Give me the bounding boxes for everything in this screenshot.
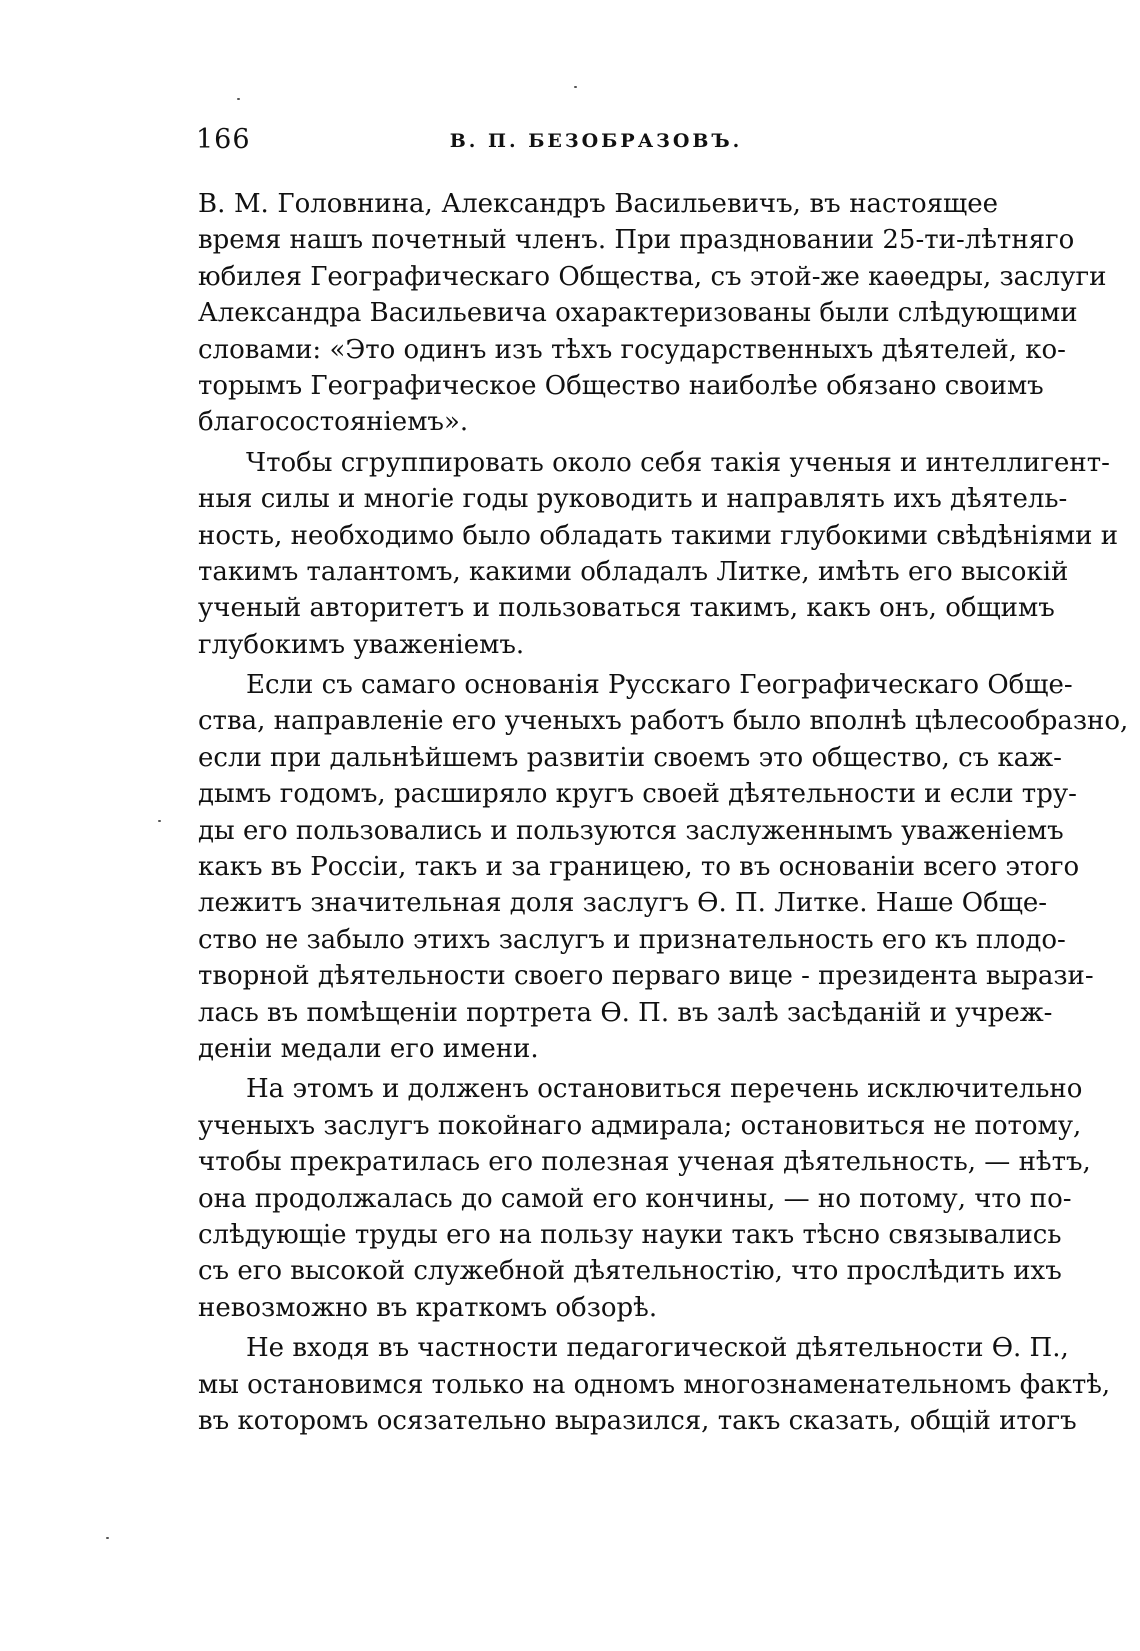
text-line: Если съ самаго основанія Русскаго Географическаго Обще-	[246, 670, 1073, 701]
scan-speck	[574, 86, 577, 88]
text-line: дымъ годомъ, расширяло кругъ своей дѣятельности и если тру-	[198, 779, 1077, 810]
text-line: Не входя въ частности педагогической дѣятельности Ѳ. П.,	[246, 1333, 1069, 1364]
scan-speck	[106, 1537, 109, 1539]
text-line: Чтобы сгруппировать около себя такія ученыя и интеллигент-	[246, 447, 1110, 478]
text-line: лась въ помѣщеніи портрета Ѳ. П. въ залѣ засѣданій и учреж-	[198, 997, 1053, 1028]
scan-speck	[158, 820, 161, 822]
text-line: словами: «Это одинъ изъ тѣхъ государственныхъ дѣятелей, ко-	[198, 334, 1066, 365]
text-line: чтобы прекратилась его полезная ученая дѣятельность, — нѣтъ,	[198, 1147, 1091, 1178]
text-line: благосостояніемъ».	[198, 407, 469, 438]
text-line: въ которомъ осязательно выразился, такъ сказать, общій итогъ	[198, 1405, 1077, 1436]
text-line: мы остановимся только на одномъ многознаменательномъ фактѣ,	[198, 1369, 1111, 1400]
text-line: торымъ Географическое Общество наиболѣе обязано своимъ	[198, 370, 1044, 401]
text-line: Александра Васильевича охарактеризованы были слѣдующими	[198, 298, 1078, 329]
text-line: такимъ талантомъ, какими обладалъ Литке, имѣть его высокій	[198, 556, 1069, 587]
text-line: ученыхъ заслугъ покойнаго адмирала; остановиться не потому,	[198, 1110, 1082, 1141]
text-line: съ его высокой служебной дѣятельностію, что прослѣдить ихъ	[198, 1256, 1062, 1287]
text-line: ды его пользовались и пользуются заслуженнымъ уваженіемъ	[198, 815, 1064, 846]
text-line: ства, направленіе его ученыхъ работъ было вполнѣ цѣлесообразно,	[198, 706, 1129, 737]
text-line: юбилея Географическаго Общества, съ этой-же каѳедры, заслуги	[198, 261, 1107, 292]
text-line: какъ въ Россіи, такъ и за границею, то въ основаніи всего этого	[198, 852, 1080, 883]
text-line: ство не забыло этихъ заслугъ и признательность его къ плодо-	[198, 924, 1066, 955]
text-line: творной дѣятельности своего перваго вице - президента вырази-	[198, 961, 1094, 992]
text-line: лежитъ значительная доля заслугъ Ѳ. П. Литке. Наше Обще-	[198, 888, 1048, 919]
text-line: она продолжалась до самой его кончины, — но потому, что по-	[198, 1183, 1072, 1214]
paragraph	[198, 186, 1107, 441]
paragraph	[198, 667, 1129, 1067]
text-line: невозможно въ краткомъ обзорѣ.	[198, 1292, 658, 1323]
text-line: время нашъ почетный членъ. При праздновании 25-ти-лѣтняго	[198, 225, 1075, 256]
text-line: слѣдующіе труды его на пользу науки такъ тѣсно связывались	[198, 1219, 1062, 1250]
scan-speck	[237, 98, 240, 100]
paragraph	[198, 1330, 1111, 1439]
text-line: ность, необходимо было обладать такими глубокими свѣдѣніями и	[198, 520, 1119, 551]
text-line: В. М. Головнина, Александръ Васильевичъ, въ настоящее	[198, 189, 998, 219]
paragraph	[198, 445, 1119, 663]
text-line: глубокимъ уваженіемъ.	[198, 629, 525, 660]
page-number: 166	[196, 124, 251, 155]
running-title: В. П. БЕЗОБРАЗОВЪ.	[449, 130, 743, 152]
text-line: если при дальнѣйшемъ развитіи своемъ это общество, съ каж-	[198, 742, 1062, 773]
paragraph	[198, 1071, 1091, 1326]
body-text	[198, 186, 1129, 1439]
text-line: деніи медали его имени.	[198, 1033, 539, 1064]
running-head	[196, 124, 996, 160]
text-line: На этомъ и долженъ остановиться перечень исключительно	[246, 1074, 1083, 1105]
text-line: ныя силы и многіе годы руководить и направлять ихъ дѣятель-	[198, 484, 1068, 515]
text-line: ученый авторитетъ и пользоваться такимъ, какъ онъ, общимъ	[198, 593, 1055, 624]
